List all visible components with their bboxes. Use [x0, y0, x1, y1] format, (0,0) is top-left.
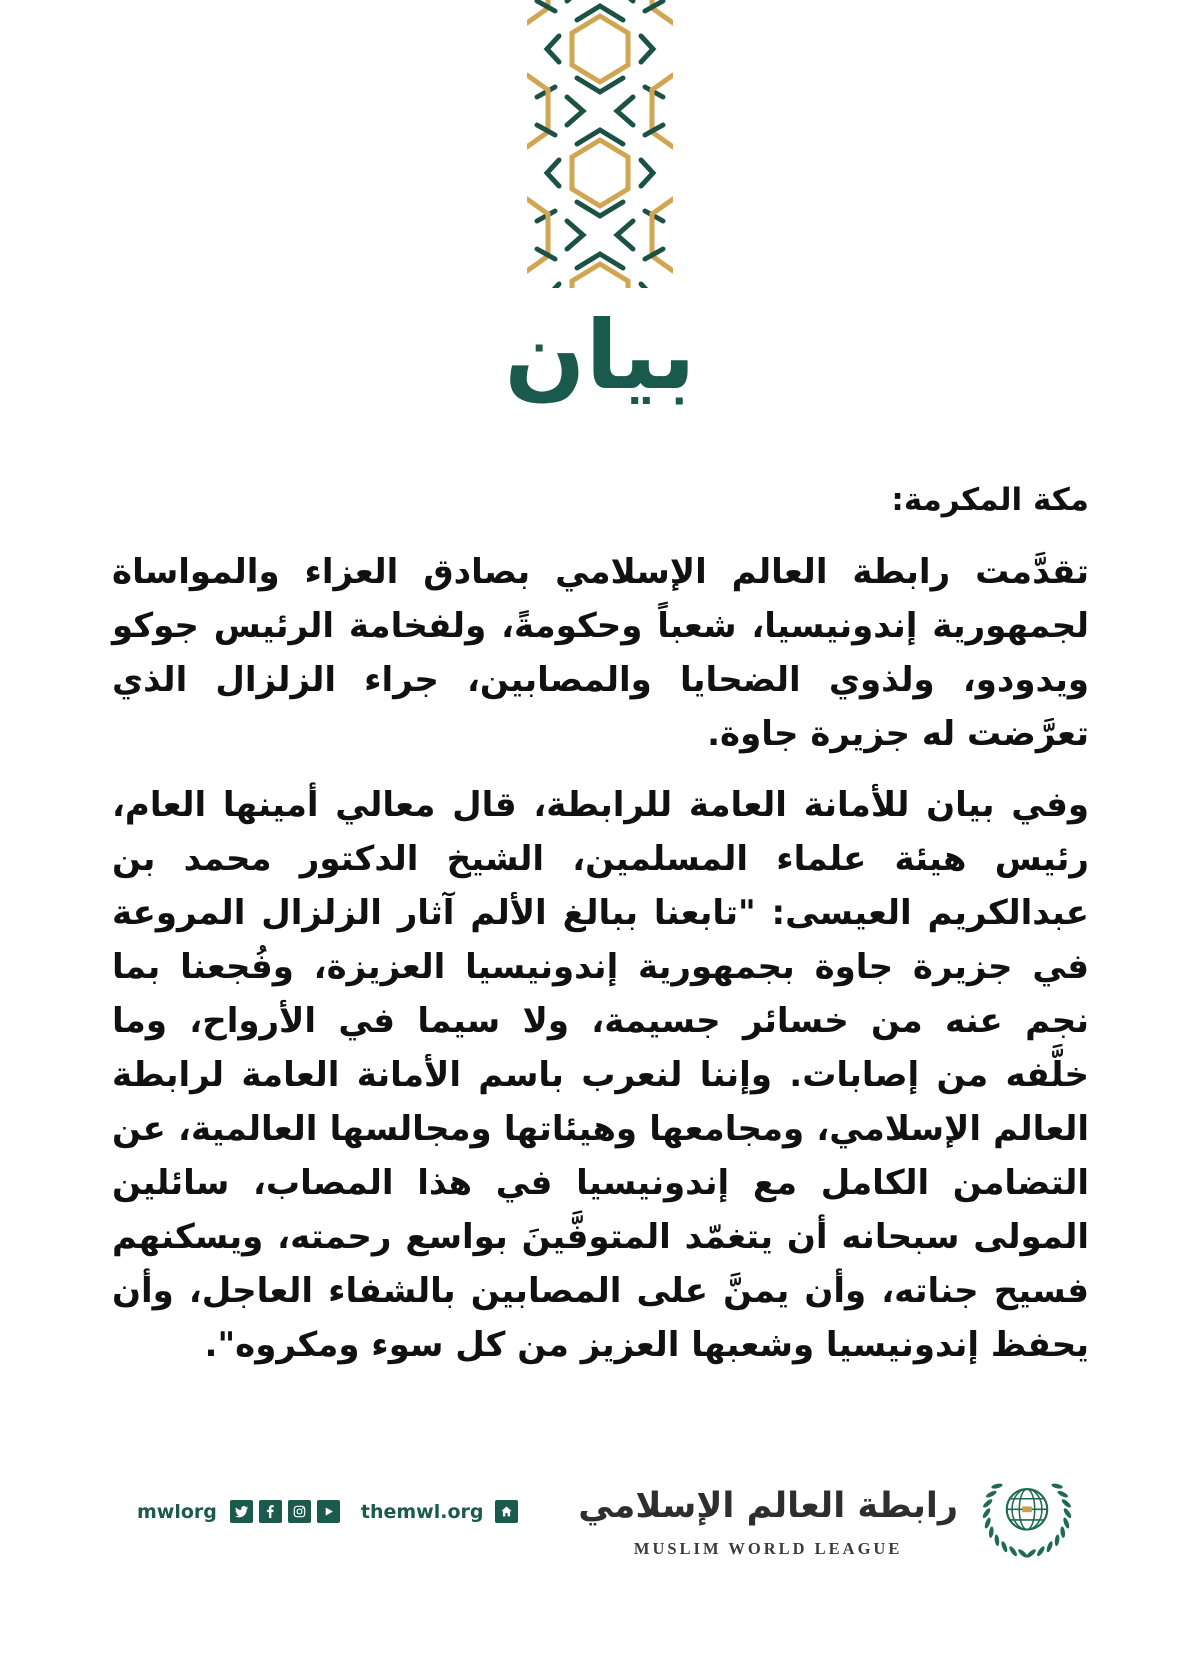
instagram-icon[interactable]	[288, 1500, 311, 1523]
statement-body	[112, 482, 1089, 1389]
geometric-pattern-icon	[527, 0, 673, 288]
website-url[interactable]: themwl.org	[360, 1500, 484, 1523]
mwl-logo-arabic-name: رابطة العالم الإسلامي	[578, 1485, 958, 1526]
statement-paragraph-1: تقدَّمت رابطة العالم الإسلامي بصادق العزاء والمواساة لجمهورية إندونيسيا، شعباً وحكومةً، ولفخامة الرئيس جوكو ويدودو، ولذوي الضحايا والمصابين، جراء الزلزال الذي تعرَّضت له جزيرة جاوة.	[112, 552, 1089, 754]
home-icon[interactable]	[495, 1500, 518, 1523]
mwl-logo	[578, 1462, 1080, 1574]
footer	[0, 1440, 1200, 1600]
mwl-globe-wreath-emblem-icon	[974, 1462, 1080, 1574]
facebook-icon[interactable]	[259, 1500, 282, 1523]
mwl-logo-text	[578, 1478, 958, 1559]
social-bar	[137, 1500, 524, 1523]
location-heading: مكة المكرمة:	[891, 482, 1089, 518]
social-handle[interactable]: mwlorg	[137, 1500, 217, 1523]
decorative-pattern	[527, 0, 673, 288]
mwl-logo-english-name: MUSLIM WORLD LEAGUE	[633, 1538, 903, 1558]
statement-paragraph-2: وفي بيان للأمانة العامة للرابطة، قال معالي أمينها العام، رئيس هيئة علماء المسلمين، الشيخ الدكتور محمد بن عبدالكريم العيسى: "تابعنا ببالغ الألم آثار الزلزال المروعة في جزيرة جاوة بجمهورية إندونيسيا العزيزة، وفُجعنا بما نجم عنه من خسائر جسيمة، ولا سيما في الأرواح، وما خلَّفه من إصابات. وإننا لنعرب باسم الأمانة العامة لرابطة العالم الإسلامي، ومجامعها وهيئاتها ومجالسها العالمية، عن التضامن الكامل مع إندونيسيا في هذا المصاب، سائلين المولى سبحانه أن يتغمّد المتوفَّينَ بواسع رحمته، ويسكنهم فسيح جناته، وأن يمنَّ على المصابين بالشفاء العاجل، وأن يحفظ إندونيسيا وشعبها العزيز من كل سوء ومكروه".	[112, 785, 1089, 1365]
twitter-icon[interactable]	[230, 1500, 253, 1523]
page-title: بيان	[504, 301, 696, 411]
youtube-icon[interactable]	[317, 1500, 340, 1523]
